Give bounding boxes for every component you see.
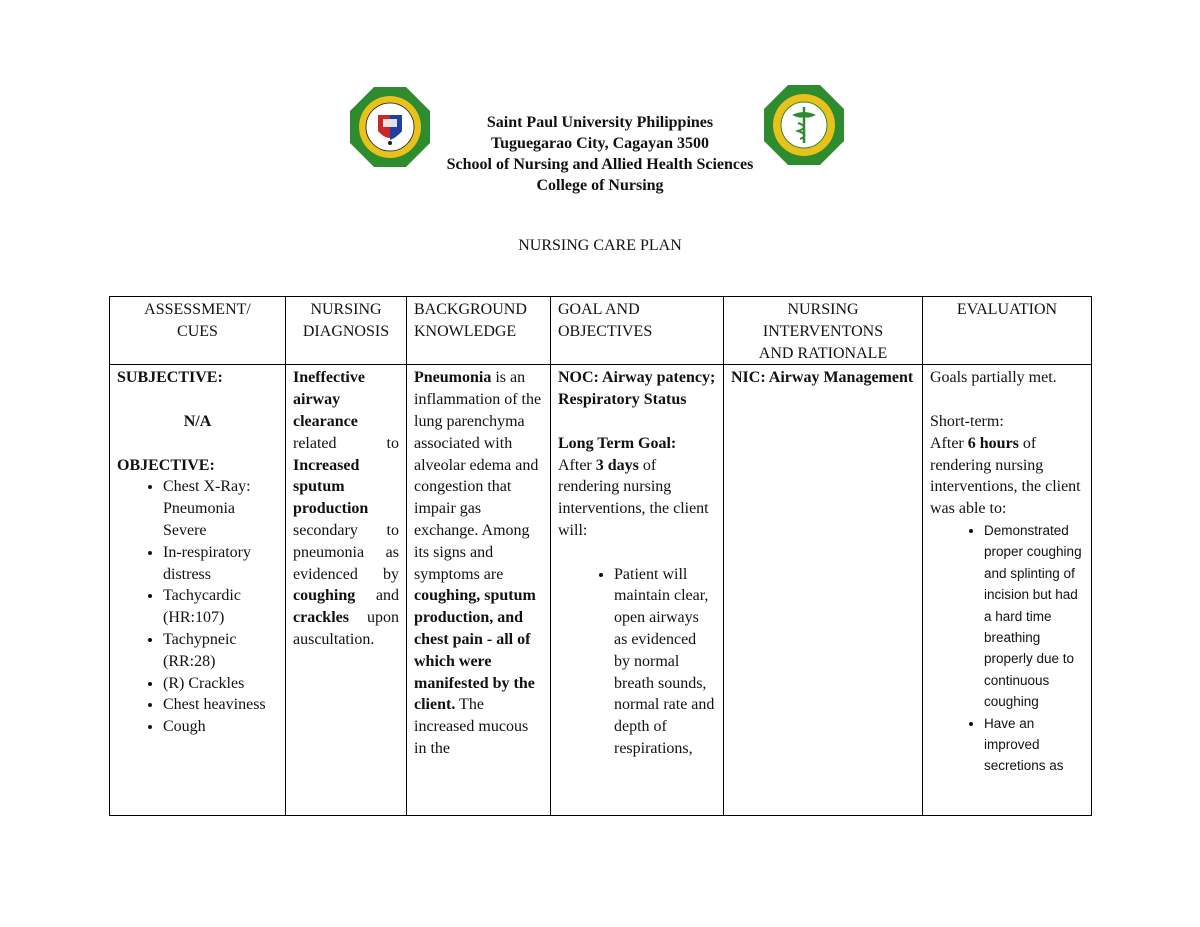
list-item: • Chest heaviness (163, 694, 278, 716)
assessment-cell (110, 365, 286, 816)
document-title: NURSING CARE PLAN (518, 237, 682, 254)
header-assessment: ASSESSMENT/ CUES (110, 297, 286, 365)
evaluation-status: Goals partially met. (930, 369, 1057, 387)
subjective-label: SUBJECTIVE: (117, 369, 223, 387)
list-item: • Tachycardic (HR:107) (163, 585, 278, 629)
short-term-text: After 6 hours of rendering nursing interventions, the client was able to: (930, 434, 1081, 518)
long-term-goal-label: Long Term Goal: (558, 434, 677, 452)
list-item: • Cough (163, 716, 278, 738)
diagnosis-cell (286, 365, 407, 816)
list-item: • In-respiratory distress (163, 542, 278, 586)
nursing-care-plan-table (109, 296, 1092, 816)
list-item: • Demonstrated proper coughing and splinting of incision but had a hard time breathing properly due to continuous coughing (984, 520, 1084, 713)
evaluation-list (930, 520, 1084, 777)
table-body-row (110, 365, 1092, 816)
evaluation-cell (923, 365, 1092, 816)
subjective-value: N/A (183, 412, 212, 430)
list-item: • (R) Crackles (163, 673, 278, 695)
background-cell (407, 365, 551, 816)
header-goal: GOAL AND OBJECTIVES (551, 297, 724, 365)
university-name: Saint Paul University Philippines (486, 114, 714, 131)
table-header-row (110, 297, 1092, 365)
nic-label: NIC: Airway Management (731, 369, 914, 387)
noc-label: NOC: Airway patency; Respiratory Status (558, 369, 716, 409)
college-name: College of Nursing (536, 177, 664, 194)
letterhead (300, 112, 900, 196)
objective-label: OBJECTIVE: (117, 456, 215, 474)
short-term-label: Short-term: (930, 412, 1004, 430)
background-text: Pneumonia is an inflammation of the lung parenchyma associated with alveolar edema and congestion that impair gas exchange. Among its signs and symptoms are coughing, sputum production, and chest pain - all of which were manifested by the client. The increased mucous in the (414, 369, 542, 757)
header-evaluation: EVALUATION (923, 297, 1092, 365)
goal-list (558, 564, 716, 760)
objective-list (117, 476, 278, 738)
school-name: School of Nursing and Allied Health Sciences (446, 156, 754, 173)
diagnosis-text: Ineffective airway clearance related to Increased sputum production secondary to pneumonia as evidenced by coughing and crackles upon auscultation. (293, 369, 399, 648)
list-item: • Patient will maintain clear, open airways as evidenced by normal breath sounds, normal rate and depth of respirations, (614, 564, 716, 760)
university-address: Tuguegarao City, Cagayan 3500 (490, 135, 710, 152)
list-item: • Tachypneic (RR:28) (163, 629, 278, 673)
header-interventions: NURSING INTERVENTONS AND RATIONALE (724, 297, 923, 365)
list-item: • Chest X-Ray: Pneumonia Severe (163, 476, 278, 541)
interventions-cell (724, 365, 923, 816)
header-background: BACKGROUND KNOWLEDGE (407, 297, 551, 365)
long-term-goal-text: After 3 days of rendering nursing interventions, the client will: (558, 456, 709, 539)
list-item: • Have an improved secretions as (984, 713, 1084, 777)
header-diagnosis: NURSING DIAGNOSIS (286, 297, 407, 365)
goal-cell (551, 365, 724, 816)
